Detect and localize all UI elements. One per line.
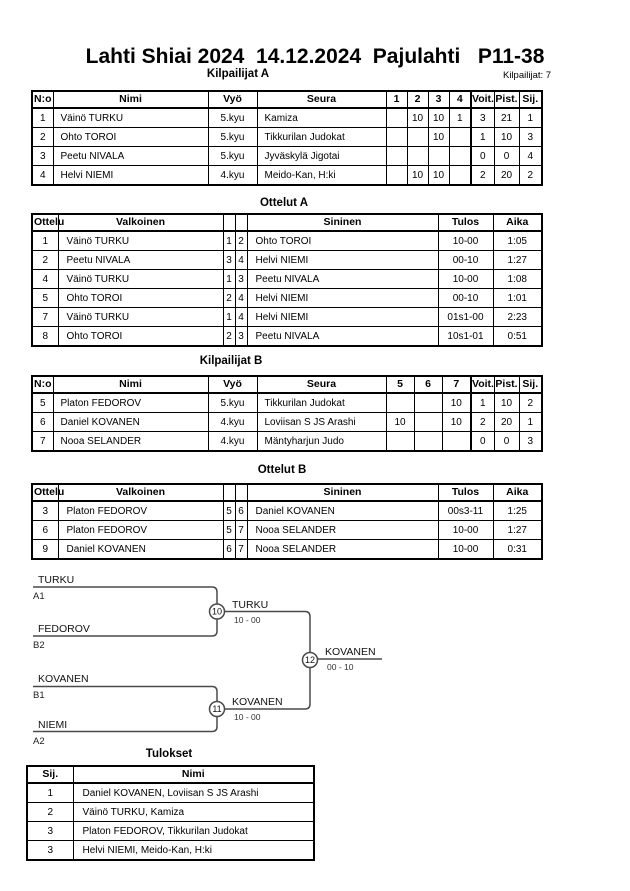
header-cell: Aika <box>493 484 542 501</box>
table-cell: 7 <box>235 521 247 540</box>
section-title-kilpailijat-a: Kilpailijat A <box>206 68 270 80</box>
table-cell: 1 <box>519 413 542 432</box>
table-cell: 1 <box>32 108 53 128</box>
table-cell: 2 <box>471 166 494 186</box>
table-cell: 10 <box>442 393 471 413</box>
table-cell: Peetu NIVALA <box>58 251 223 270</box>
table-cell: 1 <box>223 308 235 327</box>
table-cell: 1:27 <box>493 251 542 270</box>
header-cell: 3 <box>428 91 449 108</box>
table-cell: Daniel KOVANEN, Loviisan S JS Arashi <box>73 783 314 803</box>
bracket-player-name: FEDOROV <box>38 623 90 635</box>
header-cell: Vyö <box>208 376 257 393</box>
tulokset-table <box>26 765 315 861</box>
table-cell: 4 <box>32 166 53 186</box>
header-cell: N:o <box>32 91 53 108</box>
table-cell: Helvi NIEMI <box>247 289 438 308</box>
header-cell: Valkoinen <box>58 484 223 501</box>
table-cell: Helvi NIEMI <box>247 251 438 270</box>
header-cell: Ottelu <box>32 214 58 231</box>
table-cell: 3 <box>223 251 235 270</box>
table-cell: Daniel KOVANEN <box>53 413 208 432</box>
table-cell: Väinö TURKU <box>58 231 223 251</box>
table-cell: 1 <box>519 108 542 128</box>
match-number: 12 <box>304 655 316 665</box>
table-cell: 2 <box>519 166 542 186</box>
header-cell: Sij. <box>519 91 542 108</box>
table-cell: Väinö TURKU <box>53 108 208 128</box>
table-cell: 10 <box>428 128 449 147</box>
section-title-ottelut-b: Ottelut B <box>257 464 307 476</box>
table-cell: 3 <box>235 327 247 347</box>
table-cell: 6 <box>235 501 247 521</box>
table-cell: 2:23 <box>493 308 542 327</box>
table-cell: 0 <box>471 147 494 166</box>
table-cell: 10-00 <box>438 540 493 560</box>
table-cell: Helvi NIEMI <box>247 308 438 327</box>
bracket-winner-name: TURKU <box>232 599 269 611</box>
table-cell: Daniel KOVANEN <box>58 540 223 560</box>
table-cell: 2 <box>32 251 58 270</box>
table-cell: 01s1-00 <box>438 308 493 327</box>
header-cell: Vyö <box>208 91 257 108</box>
table-cell: Väinö TURKU <box>58 270 223 289</box>
bracket-score: 00 - 10 <box>327 662 354 672</box>
table-cell: 4 <box>235 251 247 270</box>
page-title: Lahti Shiai 2024 14.12.2024 Pajulahti P11-38 <box>85 45 545 68</box>
table-cell: 3 <box>27 841 73 861</box>
table-cell: 3 <box>519 128 542 147</box>
header-cell: Aika <box>493 214 542 231</box>
table-cell: 10-00 <box>438 231 493 251</box>
table-cell: 3 <box>32 501 58 521</box>
bracket-seed-label: B2 <box>33 640 45 651</box>
table-cell: 2 <box>223 289 235 308</box>
table-cell: Loviisan S JS Arashi <box>257 413 386 432</box>
bracket-player-name: TURKU <box>38 574 75 586</box>
table-cell: 5 <box>32 289 58 308</box>
table-cell: Nooa SELANDER <box>247 540 438 560</box>
table-cell: 3 <box>471 108 494 128</box>
table-cell: 10 <box>494 393 519 413</box>
table-cell: 10-00 <box>438 270 493 289</box>
table-cell: 2 <box>235 231 247 251</box>
table-cell: Nooa SELANDER <box>247 521 438 540</box>
table-cell: 5.kyu <box>208 393 257 413</box>
header-cell: Ottelu <box>32 484 58 501</box>
table-cell: Daniel KOVANEN <box>247 501 438 521</box>
header-row <box>27 766 314 783</box>
bracket-player-name: NIEMI <box>38 719 68 731</box>
table-cell: 1 <box>32 231 58 251</box>
table-cell: Helvi NIEMI, Meido-Kan, H:ki <box>73 841 314 861</box>
table-cell: Ohto TOROI <box>58 327 223 347</box>
table-cell: 5.kyu <box>208 147 257 166</box>
table-cell: 2 <box>519 393 542 413</box>
header-cell: Nimi <box>73 766 314 783</box>
table-cell: 6 <box>32 521 58 540</box>
table-cell: 00-10 <box>438 251 493 270</box>
header-cell: 1 <box>386 91 407 108</box>
table-cell: Kamiza <box>257 108 386 128</box>
table-cell: 8 <box>32 327 58 347</box>
competitors-count: Kilpailijat: 7 <box>503 70 552 81</box>
table-cell: 1:01 <box>493 289 542 308</box>
table-cell: 2 <box>223 327 235 347</box>
table-cell: 3 <box>235 270 247 289</box>
table-cell: 21 <box>494 108 519 128</box>
table-cell: 4 <box>32 270 58 289</box>
table-cell: Peetu NIVALA <box>247 270 438 289</box>
table-cell: 10 <box>407 108 428 128</box>
table-cell: 2 <box>32 128 53 147</box>
table-cell: Meido-Kan, H:ki <box>257 166 386 186</box>
table-cell: Väinö TURKU, Kamiza <box>73 803 314 822</box>
bracket-seed-label: B1 <box>33 690 45 701</box>
table-cell: 1 <box>471 393 494 413</box>
header-cell: Pist. <box>494 91 519 108</box>
table-cell: Ohto TOROI <box>58 289 223 308</box>
table-cell: 0 <box>494 432 519 452</box>
header-cell: Tulos <box>438 484 493 501</box>
table-cell: 1 <box>449 108 471 128</box>
bracket-seed-label: A2 <box>33 736 45 747</box>
header-cell: Voit. <box>471 376 494 393</box>
header-cell: Sij. <box>519 376 542 393</box>
header-cell: 5 <box>386 376 414 393</box>
table-cell: 10 <box>442 413 471 432</box>
table-cell: Platon FEDOROV <box>58 521 223 540</box>
table-cell: 0:31 <box>493 540 542 560</box>
table-cell: Tikkurilan Judokat <box>257 393 386 413</box>
table-cell: 7 <box>32 432 53 452</box>
bracket-player-name: KOVANEN <box>38 673 89 685</box>
table-cell: 20 <box>494 166 519 186</box>
table-cell: Mäntyharjun Judo <box>257 432 386 452</box>
table-cell: 4 <box>519 147 542 166</box>
table-cell: 7 <box>235 540 247 560</box>
table-cell: 7 <box>32 308 58 327</box>
header-cell: Voit. <box>471 91 494 108</box>
table-cell: 4 <box>235 289 247 308</box>
header-cell: Sininen <box>247 484 438 501</box>
table-cell: Peetu NIVALA <box>247 327 438 347</box>
table-cell: 4.kyu <box>208 413 257 432</box>
header-cell: 7 <box>442 376 471 393</box>
table-cell: Platon FEDOROV, Tikkurilan Judokat <box>73 822 314 841</box>
header-cell: Sininen <box>247 214 438 231</box>
table-cell: Ohto TOROI <box>53 128 208 147</box>
header-cell: Valkoinen <box>58 214 223 231</box>
match-number: 10 <box>211 606 223 617</box>
bracket-score: 10 - 00 <box>234 615 261 625</box>
table-cell: 10 <box>407 166 428 186</box>
table-cell: Väinö TURKU <box>58 308 223 327</box>
table-cell: 1 <box>223 231 235 251</box>
table-cell: 5.kyu <box>208 108 257 128</box>
header-cell: Nimi <box>53 91 208 108</box>
table-cell: 5.kyu <box>208 128 257 147</box>
table-cell: 1:27 <box>493 521 542 540</box>
table-cell: 4.kyu <box>208 166 257 186</box>
header-cell: Nimi <box>53 376 208 393</box>
header-cell: Tulos <box>438 214 493 231</box>
table-cell: 20 <box>494 413 519 432</box>
table-row <box>27 783 314 803</box>
table-cell: Ohto TOROI <box>247 231 438 251</box>
header-cell: Seura <box>257 91 386 108</box>
table-cell: 5 <box>223 521 235 540</box>
table-cell: 1 <box>471 128 494 147</box>
header-cell: Sij. <box>27 766 73 783</box>
table-cell: Tikkurilan Judokat <box>257 128 386 147</box>
header-cell: N:o <box>32 376 53 393</box>
table-cell: 3 <box>519 432 542 452</box>
header-cell: Seura <box>257 376 386 393</box>
table-cell: 2 <box>471 413 494 432</box>
table-cell: 10-00 <box>438 521 493 540</box>
table-cell: 5 <box>32 393 53 413</box>
table-cell: 4 <box>235 308 247 327</box>
bracket-seed-label: A1 <box>33 591 45 602</box>
section-title-kilpailijat-b: Kilpailijat B <box>199 355 263 367</box>
table-cell: 6 <box>223 540 235 560</box>
table-cell: 0 <box>494 147 519 166</box>
table-cell: Jyväskylä Jigotai <box>257 147 386 166</box>
table-cell: 9 <box>32 540 58 560</box>
table-cell: 0 <box>471 432 494 452</box>
match-number: 11 <box>212 704 222 714</box>
table-cell: 4.kyu <box>208 432 257 452</box>
table-cell: 0:51 <box>493 327 542 347</box>
bracket-winner-name: KOVANEN <box>232 696 283 708</box>
header-cell: Pist. <box>494 376 519 393</box>
header-cell: 2 <box>407 91 428 108</box>
table-cell: 10 <box>386 413 414 432</box>
table-cell: 10 <box>494 128 519 147</box>
header-cell: 4 <box>449 91 471 108</box>
table-cell: 00-10 <box>438 289 493 308</box>
table-row <box>27 822 314 841</box>
table-cell: 1:05 <box>493 231 542 251</box>
table-cell: 3 <box>32 147 53 166</box>
header-cell: 6 <box>414 376 442 393</box>
section-title-ottelut-a: Ottelut A <box>259 197 309 209</box>
bracket-winner-name: KOVANEN <box>325 646 376 658</box>
table-cell: Nooa SELANDER <box>53 432 208 452</box>
bracket-score: 10 - 00 <box>234 712 261 722</box>
section-title-tulokset: Tulokset <box>145 748 193 760</box>
table-cell: 10 <box>428 108 449 128</box>
table-cell: 1 <box>223 270 235 289</box>
table-row <box>27 841 314 861</box>
table-cell: Helvi NIEMI <box>53 166 208 186</box>
table-cell: Platon FEDOROV <box>53 393 208 413</box>
table-cell: 3 <box>27 822 73 841</box>
table-cell: 00s3-11 <box>438 501 493 521</box>
table-cell: 10s1-01 <box>438 327 493 347</box>
table-cell: 6 <box>32 413 53 432</box>
table-cell: 2 <box>27 803 73 822</box>
table-cell: 1:08 <box>493 270 542 289</box>
table-cell: 10 <box>428 166 449 186</box>
table-cell: 1:25 <box>493 501 542 521</box>
table-cell: 1 <box>27 783 73 803</box>
table-row <box>27 803 314 822</box>
table-cell: Platon FEDOROV <box>58 501 223 521</box>
table-cell: Peetu NIVALA <box>53 147 208 166</box>
table-cell: 5 <box>223 501 235 521</box>
